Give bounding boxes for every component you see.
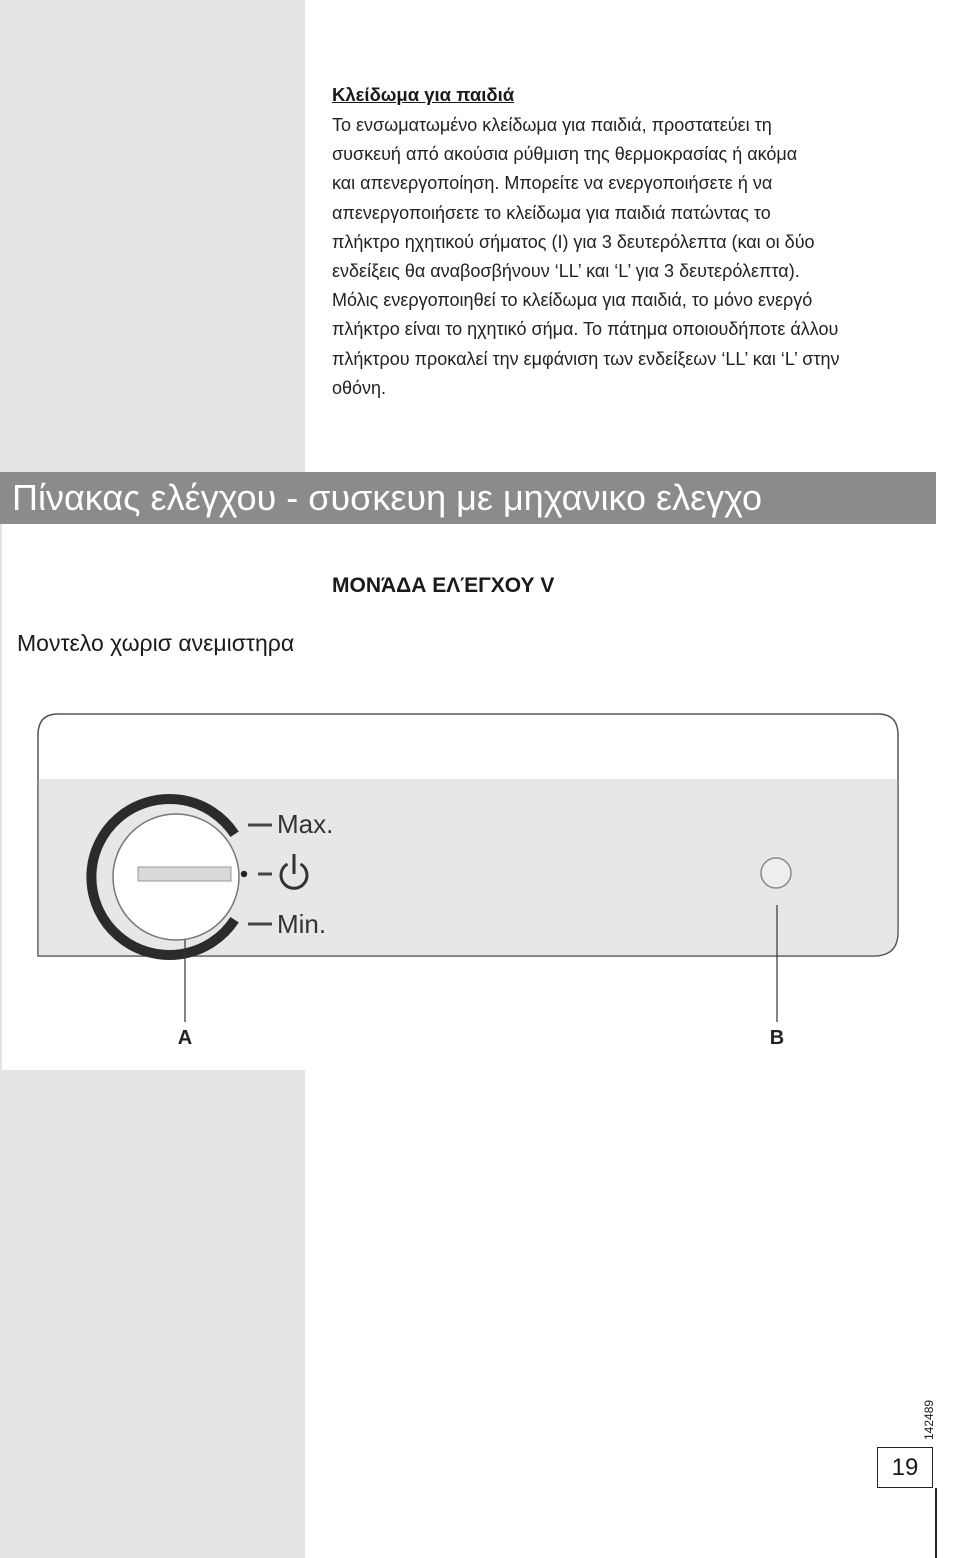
model-title: Μοντελο χωρισ ανεμιστηρα [17, 630, 295, 656]
text-line: Μόλις ενεργοποιηθεί το κλείδωμα για παιδιά, το μόνο ενεργό [332, 290, 813, 311]
text-line: ενδείξεις θα αναβοσβήνουν ‘LL’ και ‘L’ για 3 δευτερόλεπτα). [332, 261, 800, 282]
indicator-light [761, 858, 791, 888]
text-line: απενεργοποιήσετε το κλείδωμα για παιδιά πατώντας το [332, 202, 771, 223]
page-number: 19 [877, 1447, 933, 1488]
text-line: συσκευή από ακούσια ρύθμιση της θερμοκρασίας ή ακόμα [332, 144, 798, 165]
document-code: 142489 [922, 1399, 936, 1440]
dial-max-label: Max. [277, 809, 334, 839]
text-line: πλήκτρο είναι το ηχητικό σήμα. Το πάτημα οποιουδήποτε άλλου [332, 319, 839, 340]
section-banner [0, 472, 936, 524]
callout-label-b: B [769, 1027, 785, 1049]
callout-label-a: A [177, 1027, 193, 1049]
text-line: και απενεργοποίηση. Μπορείτε να ενεργοποιήσετε ή να [332, 173, 773, 194]
dial-grip [138, 867, 231, 881]
control-panel-diagram [0, 700, 960, 1060]
child-lock-description [332, 111, 942, 403]
section-heading-child-lock: Κλείδωμα για παιδιά [332, 84, 515, 105]
text-line: οθόνη. [332, 377, 387, 398]
sidebar-background-top [0, 0, 305, 472]
text-line: Το ενσωματωμένο κλείδωμα για παιδιά, προστατεύει τη [332, 115, 772, 135]
page-side-line [935, 1488, 937, 1558]
dial-indicator-dot [241, 871, 247, 877]
text-line: πλήκτρο ηχητικού σήματος (I) για 3 δευτερόλεπτα (και οι δύο [332, 231, 815, 252]
text-line: πλήκτρου προκαλεί την εμφάνιση των ενδείξεων ‘LL’ και ‘L’ στην [332, 348, 840, 369]
thermostat-dial[interactable] [91, 799, 247, 955]
sidebar-background-bottom [0, 1070, 305, 1558]
banner-title: Πίνακας ελέγχου - συσκευη με μηχανικο ελεγχο [12, 477, 763, 518]
dial-min-label: Min. [277, 909, 327, 939]
control-unit-title: ΜΟΝΆΔΑ ΕΛΈΓΧΟΥ V [332, 574, 555, 597]
